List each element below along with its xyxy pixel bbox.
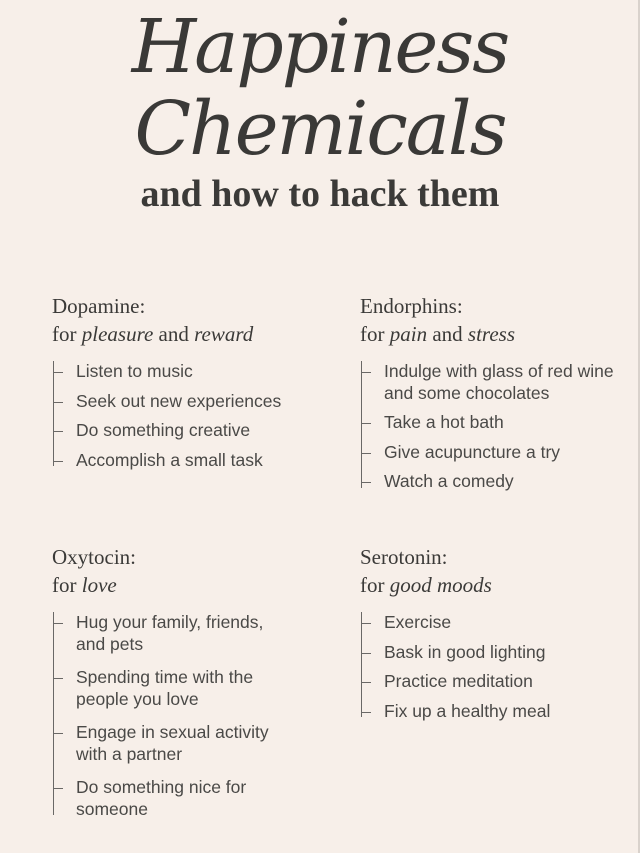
list-item: Do something creative <box>53 420 322 442</box>
list-item: Hug your family, friends, and pets <box>53 612 282 655</box>
item-list <box>53 361 322 471</box>
list-item: Indulge with glass of red wine and some chocolates <box>361 361 620 404</box>
list-item: Watch a comedy <box>361 471 620 493</box>
list-item: Fix up a healthy meal <box>361 701 620 723</box>
section-subtitle: for good moods <box>360 573 492 597</box>
section-name: Serotonin: <box>360 545 448 569</box>
section-serotonin <box>360 543 620 730</box>
section-name: Dopamine: <box>52 294 146 318</box>
list-item: Listen to music <box>53 361 322 383</box>
list-item: Take a hot bath <box>361 412 620 434</box>
section-name: Oxytocin: <box>52 545 136 569</box>
item-list <box>53 612 282 820</box>
list-item: Spending time with the people you love <box>53 667 282 710</box>
item-list <box>361 361 620 493</box>
subtitle: and how to hack them <box>140 173 500 215</box>
section-oxytocin <box>52 543 282 832</box>
section-subtitle: for pain and stress <box>360 322 515 346</box>
list-item: Bask in good lighting <box>361 642 620 664</box>
section-endorphins <box>360 292 620 501</box>
list-item: Seek out new experiences <box>53 391 322 413</box>
title-line-1: Happiness <box>131 4 509 90</box>
list-item: Practice meditation <box>361 671 620 693</box>
section-name: Endorphins: <box>360 294 463 318</box>
title-line-2: Chemicals <box>134 86 506 172</box>
section-subtitle: for love <box>52 573 117 597</box>
list-item: Exercise <box>361 612 620 634</box>
list-item: Do something nice for someone <box>53 777 282 820</box>
section-subtitle: for pleasure and reward <box>52 322 254 346</box>
list-item: Engage in sexual activity with a partner <box>53 722 282 765</box>
item-list <box>361 612 620 722</box>
section-dopamine <box>52 292 322 479</box>
list-item: Give acupuncture a try <box>361 442 620 464</box>
list-item: Accomplish a small task <box>53 450 322 472</box>
